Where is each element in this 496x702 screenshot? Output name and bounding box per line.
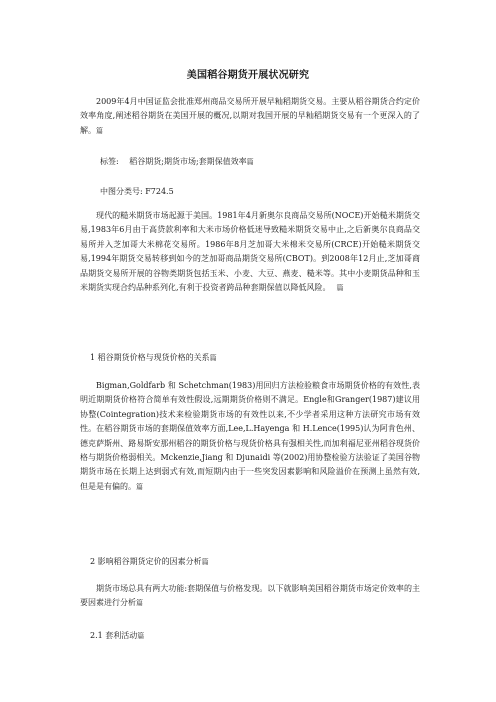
paragraph-end-mark: 篇 (246, 158, 254, 166)
section-2-body (80, 582, 420, 611)
paragraph-end-mark: 篇 (136, 599, 143, 608)
intro-text: 现代的糙米期货市场起源于美国。1981年4月新奥尔良商品交易所(NOCE)开始糙米期货交易,1983年6月由于高贷款利率和大米市场价格低迷导致糙米期货交易中止,之后新奥尔良商品交易所并入芝加哥大米棉花交易所。1986年8月芝加哥大米棉米交易所(CRCE)开始糙米期货交易,1994年期货交易转移到如今的芝加哥商品期货交易所(CBOT)。到2008年12月止,芝加哥商品期货交易所开展的谷物类期货包括玉米、小麦、大豆、燕麦、糙米等。其中小麦期货品种和玉米期货实现合约品种系列化,有利于投资者跨品种套期保值以降低风险。 (80, 211, 420, 293)
section-2-heading: 2 影响稻谷期货定价的因素分析篇 (90, 557, 209, 566)
section-2-text: 期货市场总具有两大功能:套期保值与价格发现。以下就影响美国稻谷期货市场定价效率的主要因素进行分析 (80, 584, 420, 608)
paragraph-end-mark: 篇 (209, 354, 217, 362)
document-title: 美国稻谷期货开展状况研究 (186, 70, 310, 81)
keywords-value: 稻谷期货;期货市场;套期保值效率 (129, 157, 247, 166)
keywords-label: 标签: (100, 157, 119, 166)
paragraph-end-mark: 篇 (96, 126, 103, 135)
section-1-heading: 1 稻谷期货价格与现货价格的关系篇 (90, 353, 217, 362)
section-2-1-heading: 2.1 套利活动篇 (90, 631, 145, 640)
paragraph-end-mark: 篇 (201, 558, 209, 566)
section-1-text: Bigman,Goldfarb 和 Schetchman(1983)用回归方法检验粮食市场期货价格的有效性,表明近期期货价格符合简单有效性假设,远期期货价格则不满足。Engle和Granger(1987)建议用协整(Cointegration)技术来检验期货市场的有效性以来,不少学者采用这种方法研究市场有效性。在稻谷期货市场的套期保值效率方面,Lee,L.Hayenga 和 H.Lence(1995)认为阿肯色州、德克萨斯州、路易斯安那州稻谷的期货价格与现货价格具有强相关性,而加利福尼亚州稻谷现货价格与期货价格弱相关。Mckenzie,Jiang 和 Djunaidi 等(2002)用协整检验方法验证了美国谷物期货市场在长期上达到弱式有效,而短期内由于一些突发因素影响和风险溢价在预测上虽然有效,但是是有偏的。 (80, 381, 420, 491)
abstract-paragraph (80, 95, 420, 138)
intro-paragraph (80, 209, 420, 295)
keywords-line (100, 156, 254, 168)
paragraph-end-mark: 篇 (137, 632, 145, 640)
paragraph-end-mark: 篇 (136, 482, 143, 491)
section-1-body (80, 379, 420, 494)
classification-line (100, 186, 174, 198)
paragraph-end-mark: 篇 (336, 284, 344, 293)
abstract-text: 2009年4月中国证监会批准郑州商品交易所开展早籼稻期货交易。主要从稻谷期货合约定价效率角度,阐述稻谷期货在美国开展的概况,以期对我国开展的早籼稻期货交易有一个更深入的了解。 (80, 97, 420, 135)
classification-number: 中图分类号: F724.5 (100, 187, 174, 196)
